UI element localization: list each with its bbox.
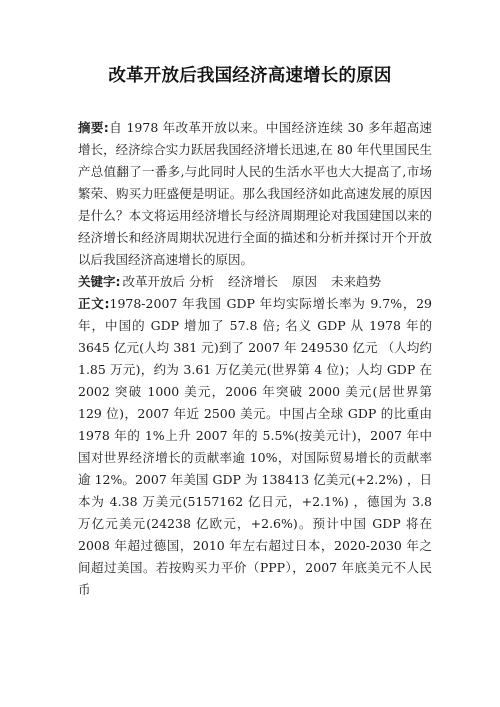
keywords-list <box>121 274 396 289</box>
keywords-line <box>78 271 432 293</box>
body-label: 正文: <box>78 296 110 311</box>
body-text: 1978-2007 年我国 GDP 年均实际增长率为 9.7%，29 年，中国的 GDP 增加了 57.8 倍; 名义 GDP 从 1978 年的 3645 亿元(人均 381 元)到了 2007 年 249530 亿元 （人均约 1.85 万元)，约为 3.61 万亿美元(世界第 4 位)；人均 GDP 在 2002 突破 1000 美元，2006 年突破 2000 美元(居世界第 129 位)，2007 年近 2500 美元。中国占全球 GDP 的比重由 1978 年的 1%上升 2007 年的 5.5%(按美元计)，2007 年中国对世界经济增长的贡献率逾 10%，对国际贸易增长的贡献率逾 12%。2007 年美国 GDP 为 138413 亿美元(+2.2%) ，日本为 4.38 万美元(5157162 亿日元，+2.1%) ，德国为 3.8 万亿元美元(24238 亿欧元，+2.6%)。预计中国 GDP 将在 2008 年超过德国，2010 年左右超过日本，2020-2030 年之间超过美国。若按购买力平价（PPP），2007 年底美元不人民币 <box>78 296 433 597</box>
abstract-paragraph <box>78 117 432 271</box>
document-title: 改革开放后我国经济高速增长的原因 <box>108 66 392 86</box>
keywords-label: 关键字: <box>78 274 121 289</box>
body-paragraph <box>78 293 432 601</box>
keyword-item: 经济增长 <box>227 274 278 289</box>
abstract-text: 自 1978 年改革开放以来。中国经济连续 30 多年超高速增长，经济综合实力跃居我国经济增长迅速,在 80 年代里国民生产总值翻了一番多,与此同时人民的生活水平也大大提高了,市场繁荣、购买力旺盛便是明证。那么我国经济如此高速发展的原因是什么？本文将运用经济增长与经济周期理论对我国建国以来的经济增长和经济周期状况进行全面的描述和分析并探讨开个开放以后我国经济高速增长的原因。 <box>78 120 433 267</box>
keyword-item: 原因 <box>292 274 318 289</box>
abstract-label: 摘要: <box>78 120 109 135</box>
keyword-item: 改革开放后 分析 <box>122 274 214 289</box>
keyword-item: 未来趋势 <box>331 274 382 289</box>
document-body <box>78 117 432 601</box>
